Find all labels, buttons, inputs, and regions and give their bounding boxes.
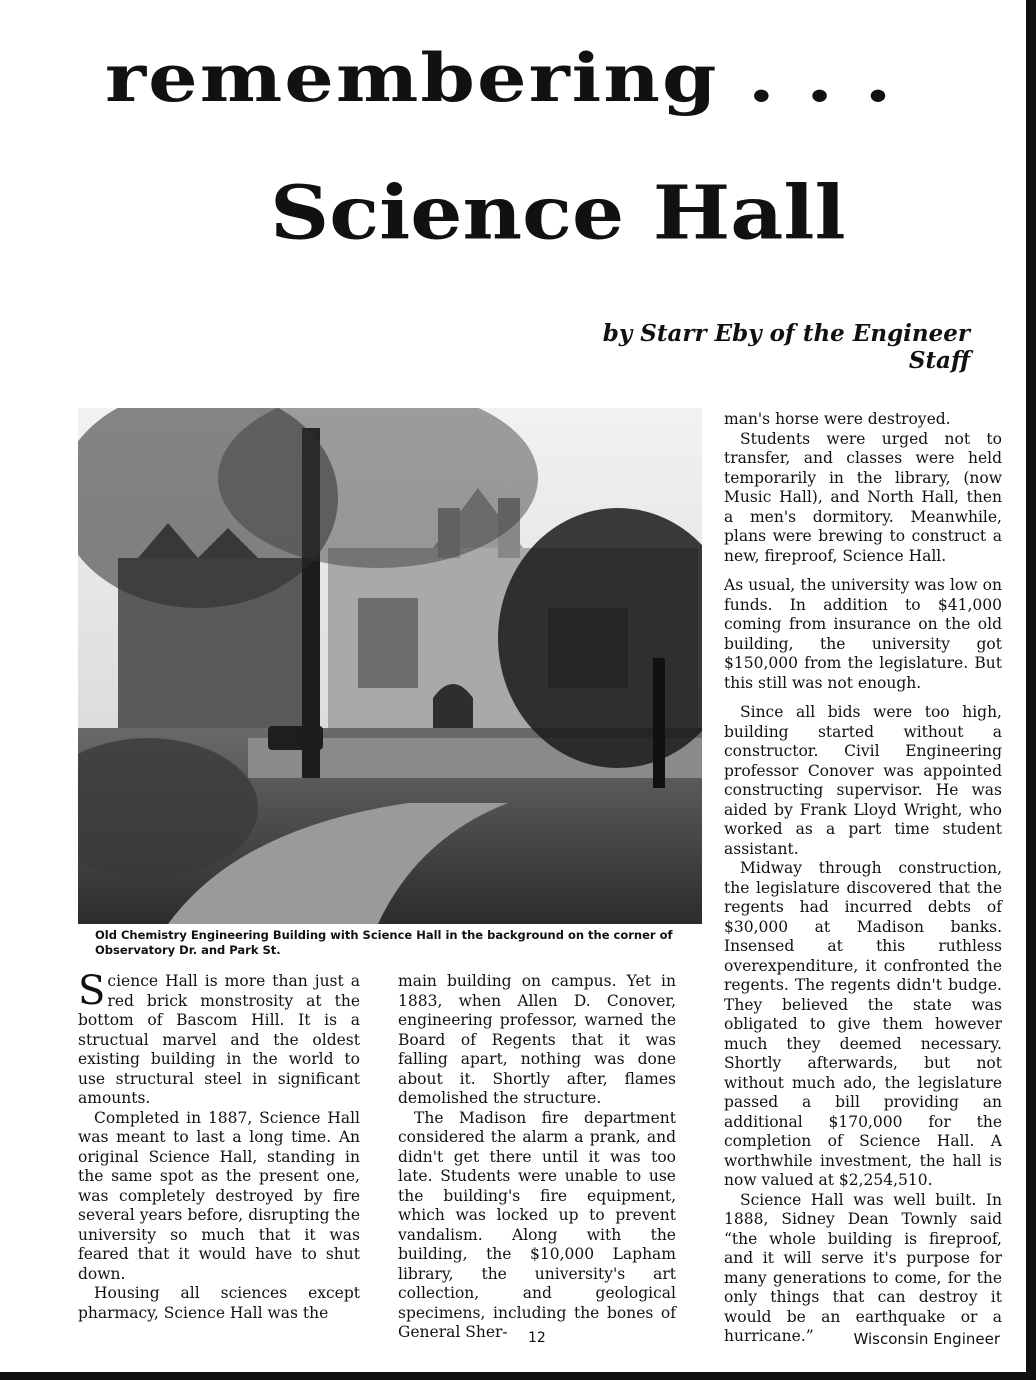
headline-line-2: Science Hall xyxy=(270,170,846,257)
article-paragraph: Completed in 1887, Science Hall was meant to last a long time. An original Science Hall, standing in the same spot as the present one, was completely destroyed by fire several years before, disrupting the university so much that it was feared that it would have to shut down. xyxy=(78,1108,360,1283)
article-column-1 xyxy=(78,968,360,1323)
photo-main-windows xyxy=(358,598,418,688)
article-paragraph: Midway through construction, the legislature discovered that the regents had incurred debts of $30,000 at Madison banks. Insensed at this ruthless overexpenditure, it confronted the regents. The regents didn't budge. They believed the state was obligated to give them however much they deemed necessary. Shortly afterwards, but not without much ado, the legislature passed a bill providing an additional $170,000 for the completion of Science Hall. A worthwhile investment, the hall is now valued at $2,254,510. xyxy=(724,859,1002,1189)
article-paragraph: As usual, the university was low on funds. In addition to $41,000 coming from insurance on the old building, the university got $150,000 from the legislature. But this still was not enough. xyxy=(724,576,1002,692)
headline-line-1: remembering . . . xyxy=(105,40,894,118)
photo-caption: Old Chemistry Engineering Building with Science Hall in the background on the corner of Observatory Dr. and Park St. xyxy=(95,928,673,957)
article-paragraph xyxy=(78,968,360,1109)
drop-cap: S xyxy=(78,968,106,1014)
article-column-2 xyxy=(398,972,676,1343)
article-paragraph: Since all bids were too high, building started without a constructor. Civil Engineering professor Conover was appointed constructing supervisor. He was aided by Frank Lloyd Wright, who worked as a part time student assistant. xyxy=(724,703,1002,858)
article-paragraph: Science Hall was well built. In 1888, Sidney Dean Townly said “the whole building is fireproof, and it will serve it's purpose for many generations to come, for the only things that can destroy it would be an earthquake or a hurricane.” xyxy=(724,1190,1002,1345)
article-paragraph: Students were urged not to transfer, and classes were held temporarily in the library, (now Music Hall), and North Hall, then a men's dormitory. Meanwhile, plans were brewing to construct a new, fireproof, Science Hall. xyxy=(724,429,1002,565)
article-text: cience Hall is more than just a red brick monstrosity at the bottom of Bascom Hill. It is a structual marvel and the oldest existing building in the world to use structural steel in significant amounts. xyxy=(78,972,360,1107)
article-paragraph: man's horse were destroyed. xyxy=(724,410,951,428)
photo-tree-trunk-right xyxy=(653,658,665,788)
article-paragraph: main building on campus. Yet in 1883, when Allen D. Conover, engineering professor, warned the Board of Regents that it was falling apart, nothing was done about it. Shortly after, flames demolished the structure. xyxy=(398,972,676,1107)
page-edge-bottom xyxy=(0,1372,1036,1380)
byline: by Starr Eby of the Engineer Staff xyxy=(602,320,970,374)
page-number: 12 xyxy=(528,1330,546,1346)
article-paragraph: The Madison fire department considered the alarm a prank, and didn't get there until it was too late. Students were unable to use the building's fire equipment, which was locked up to prevent vandalism. Along with the building, the $10,000 Lapham library, the university's art collection, and geological specimens, including the bones of General Sher- xyxy=(398,1108,676,1341)
science-hall-photo xyxy=(78,408,702,924)
article-column-3 xyxy=(724,410,1002,1347)
article-paragraph: Housing all sciences except pharmacy, Science Hall was the xyxy=(78,1284,360,1322)
publication-name: Wisconsin Engineer xyxy=(853,1330,1000,1348)
page-edge-right xyxy=(1026,0,1036,1380)
